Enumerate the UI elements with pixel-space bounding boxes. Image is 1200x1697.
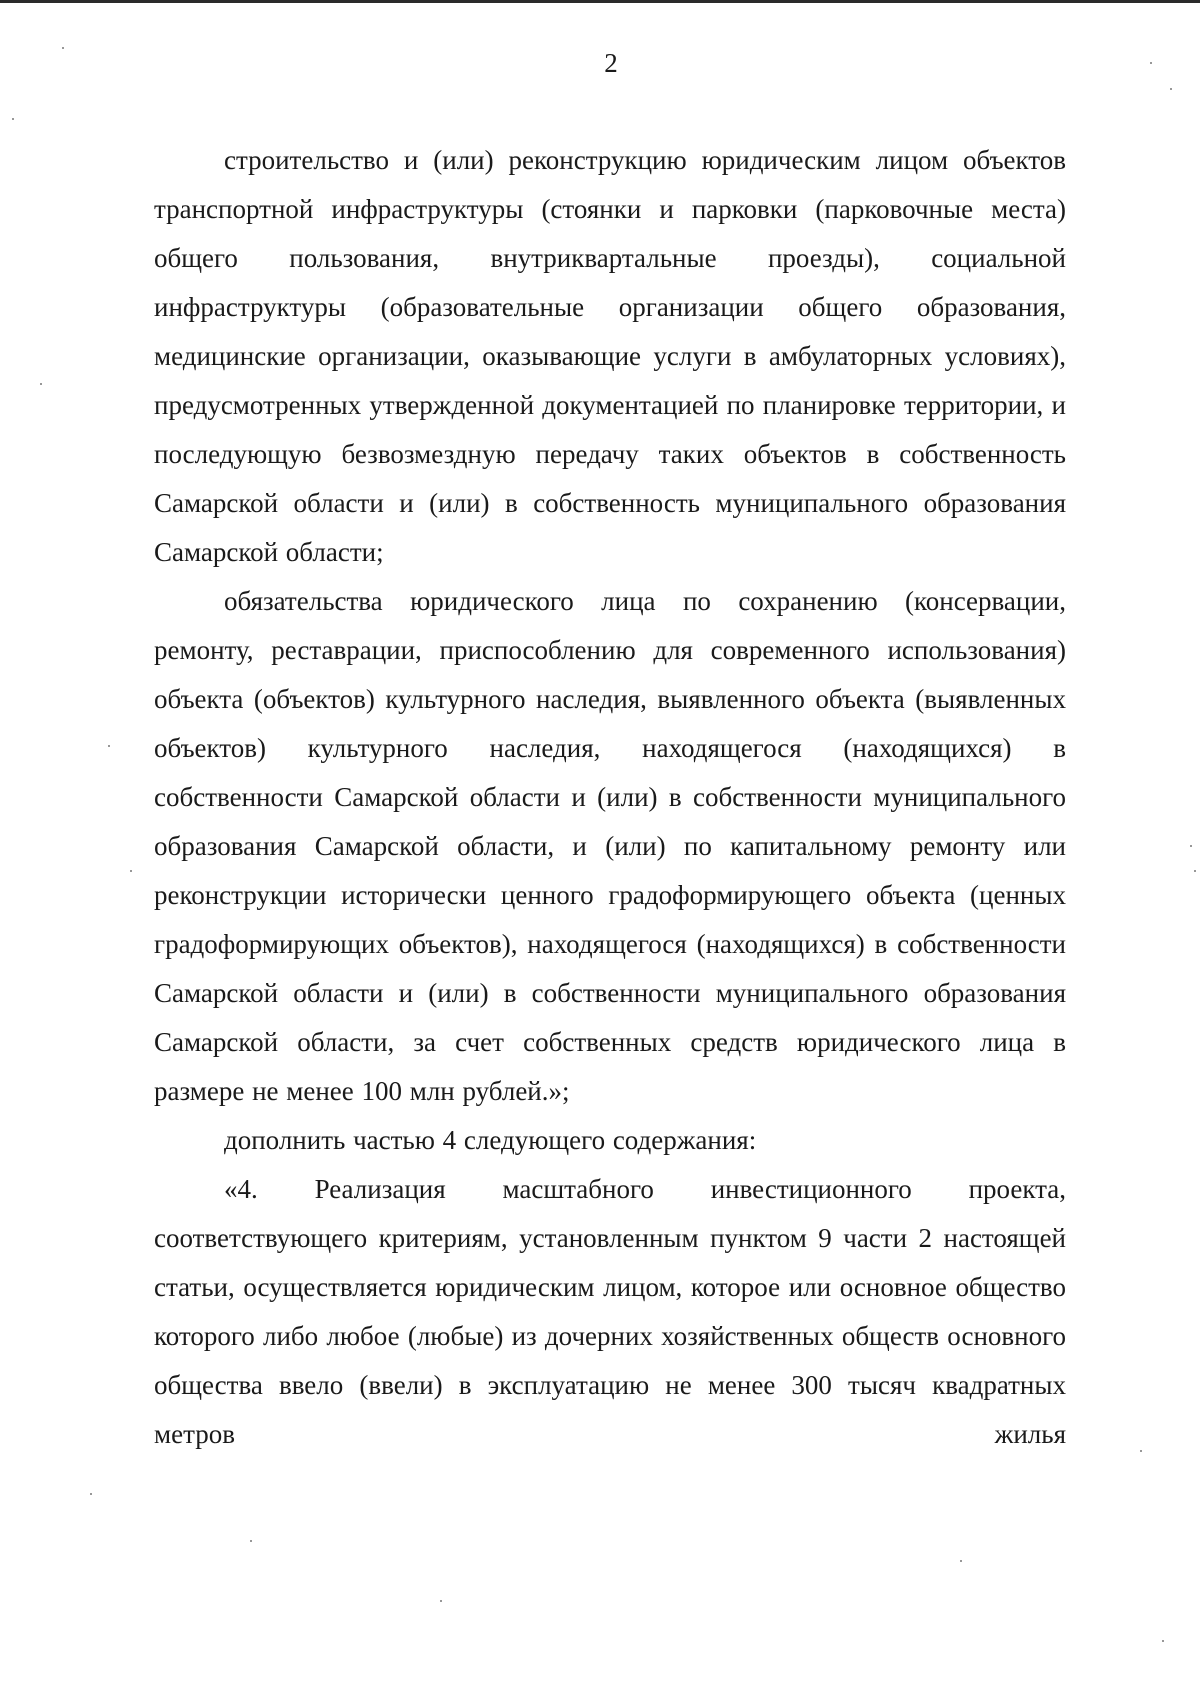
paragraph-add-part-4: дополнить частью 4 следующего содержания: xyxy=(224,1125,757,1155)
page-number: 2 xyxy=(604,48,618,78)
scan-speck xyxy=(250,1540,252,1542)
scan-speck xyxy=(1162,1640,1164,1642)
scan-speck xyxy=(1170,88,1172,90)
paragraph-part-4-text: «4. Реализация масштабного инвестиционного проекта, соответствующего критериям, установленным пунктом 9 части 2 настоящей статьи, осуществляется юридическим лицом, которое или основное общество которого либо любое (любые) из дочерних хозяйственных обществ основного общества ввело (ввели) в эксплуатацию не менее 300 тысяч квадратных метров жилья xyxy=(154,1174,1066,1449)
page-top-edge xyxy=(0,0,1200,3)
paragraph-cultural-heritage-obligations: обязательства юридического лица по сохранению (консервации, ремонту, реставрации, приспособлению для современного использования) объекта (объектов) культурного наследия, выявленного объекта (выявленных объектов) культурного наследия, находящегося (находящихся) в собственности Самарской области и (или) в собственности муниципального образования Самарской области, и (или) по капитальному ремонту или реконструкции исторически ценного градоформирующего объекта (ценных градоформирующих объектов), находящегося (находящихся) в собственности Самарской области и (или) в собственности муниципального образования Самарской области, за счет собственных средств юридического лица в размере не менее 100 млн рублей.»; xyxy=(154,586,1066,1106)
scan-speck xyxy=(1140,1450,1142,1452)
scan-speck xyxy=(130,870,132,872)
paragraph-infrastructure-construction: строительство и (или) реконструкцию юридическим лицом объектов транспортной инфраструктуры (стоянки и парковки (парковочные места) общего пользования, внутриквартальные проезды), социальной инфраструктуры (образовательные организации общего образования, медицинские организации, оказывающие услуги в амбулаторных условиях), предусмотренных утвержденной документацией по планировке территории, и последующую безвозмездную передачу таких объектов в собственность Самарской области и (или) в собственность муниципального образования Самарской области; xyxy=(154,145,1066,567)
scan-speck xyxy=(90,1493,92,1495)
scan-speck xyxy=(40,383,42,385)
scan-speck xyxy=(1190,845,1192,847)
scan-speck xyxy=(1150,62,1152,64)
scan-speck xyxy=(1194,870,1196,872)
scan-speck xyxy=(62,47,64,49)
scan-speck xyxy=(440,1600,442,1602)
scan-speck xyxy=(108,745,110,747)
scan-speck xyxy=(12,118,14,120)
document-body xyxy=(154,136,1066,1459)
scan-speck xyxy=(960,1560,962,1562)
